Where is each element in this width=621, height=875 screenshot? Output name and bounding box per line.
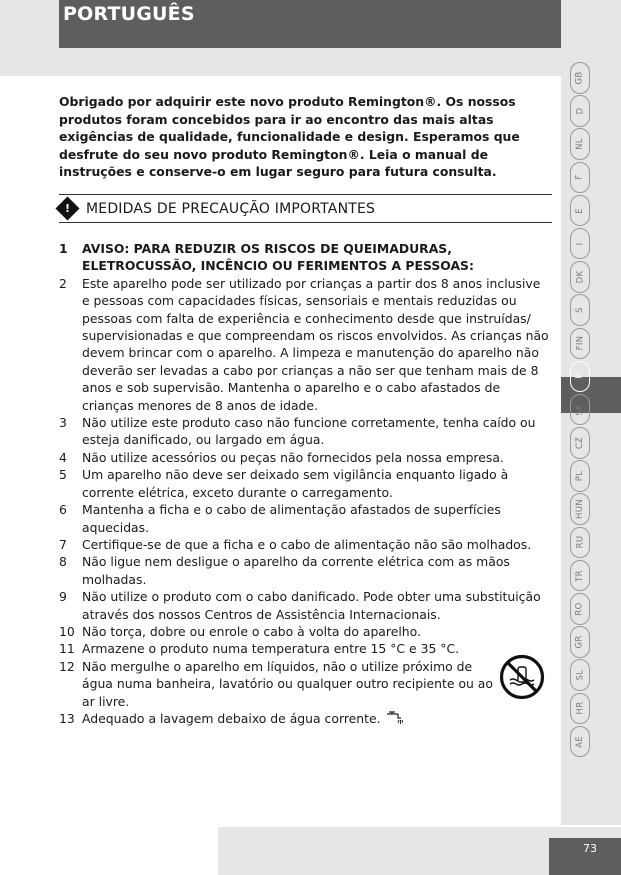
list-item-text: Adequado a lavagem debaixo de água corrente.: [82, 710, 381, 726]
language-tab-pl[interactable]: PL: [570, 460, 590, 492]
language-tab-sl[interactable]: SL: [570, 659, 590, 691]
list-item: 13 Adequado a lavagem debaixo de água corrente.: [59, 710, 551, 728]
list-item: 6 Mantenha a ficha e o cabo de alimentação afastados de superfícies aquecidas.: [59, 502, 501, 535]
list-item: 1 AVISO: PARA REDUZIR OS RISCOS DE QUEIMADURAS, ELETROCUSSÃO, INCÊNCIO OU FERIMENTOS A PESSOAS:: [59, 241, 474, 274]
language-tab-fin[interactable]: FIN: [570, 328, 590, 360]
section-heading: [59, 200, 375, 217]
water-tap-icon: [385, 711, 403, 728]
language-tab-e[interactable]: E: [570, 195, 590, 227]
language-tab-d[interactable]: D: [570, 95, 590, 127]
section-bottom-rule: [59, 222, 552, 223]
list-item: 10 Não torça, dobre ou enrole o cabo à volta do aparelho.: [59, 623, 421, 639]
language-tab-cz[interactable]: CZ: [570, 427, 590, 459]
section-title: MEDIDAS DE PRECAUÇÃO IMPORTANTES: [86, 200, 376, 217]
language-tab-tr[interactable]: TR: [570, 560, 590, 592]
list-item: 3 Não utilize este produto caso não funcione corretamente, tenha caído ou esteja danificado, ou largado em água.: [59, 415, 536, 448]
language-tab-ae[interactable]: AE: [570, 726, 590, 758]
list-item: 11 Armazene o produto numa temperatura entre 15 °C e 35 °C.: [59, 641, 460, 657]
language-tab-p[interactable]: P: [570, 361, 590, 393]
list-item: 7 Certifique-se de que a ficha e o cabo de alimentação não são molhados.: [59, 536, 532, 552]
language-tab-s[interactable]: S: [570, 294, 590, 326]
list-item: 2 Este aparelho pode ser utilizado por crianças a partir dos 8 anos inclusive e pessoas com capacidades físicas, sensoriais e mentais reduzidas ou pessoas com falta de experiência e conhecimento desde que instruídas/ supervisionadas e que compreendam os riscos envolvidos. As crianças não devem brincar com o aparelho. A limpeza e manutenção do aparelho não deverão ser levadas a cabo por crianças a não ser que tenham mais de 8 anos e sob supervisão. Mantenha o aparelho e o cabo afastados de crianças menores de 8 anos de idade.: [59, 275, 549, 413]
language-tab-hun[interactable]: HUN: [570, 493, 590, 525]
language-tab-gb[interactable]: GB: [570, 62, 590, 94]
list-item: 12 Não mergulhe o aparelho em líquidos, não o utilize próximo de água numa banheira, lavatório ou qualquer outro recipiente ou ao ar livre.: [59, 658, 493, 709]
warning-icon: !: [55, 196, 79, 220]
language-tab-nl[interactable]: NL: [570, 128, 590, 160]
list-item: 5 Um aparelho não deve ser deixado sem vigilância enquanto ligado à corrente elétrica, exceto durante o carregamento.: [59, 467, 509, 500]
no-immersion-icon: [499, 654, 545, 700]
intro-paragraph: Obrigado por adquirir este novo produto Remington®. Os nossos produtos foram concebidos para ir ao encontro das mais altas exigências de qualidade, funcionalidade e design. Esperamos que desfrute do seu novo produto Remington®. Leia o manual de instruções e conserve-o em lugar seguro para futura consulta.: [59, 94, 520, 180]
section-top-rule: [59, 194, 552, 195]
language-tab-i[interactable]: I: [570, 228, 590, 260]
list-item: 8 Não ligue nem desligue o aparelho da corrente elétrica com as mãos molhadas.: [59, 554, 510, 587]
language-tab-hr[interactable]: HR: [570, 693, 590, 725]
precautions-list: [59, 240, 551, 728]
page-title: PORTUGUÊS: [63, 3, 195, 25]
list-item: 4 Não utilize acessórios ou peças não fornecidos pela nossa empresa.: [59, 449, 504, 465]
list-item: 9 Não utilize o produto com o cabo danificado. Pode obter uma substituição através dos nossos Centros de Assistência Internacionais.: [59, 589, 541, 622]
page-number: 73: [583, 842, 597, 855]
language-tab-dk[interactable]: DK: [570, 261, 590, 293]
language-tabs: [570, 62, 592, 759]
language-tab-f[interactable]: F: [570, 162, 590, 194]
language-tab-gr[interactable]: GR: [570, 626, 590, 658]
language-tab-ro[interactable]: RO: [570, 593, 590, 625]
language-tab-ru[interactable]: RU: [570, 527, 590, 559]
language-tab-sk[interactable]: SK: [570, 394, 590, 426]
